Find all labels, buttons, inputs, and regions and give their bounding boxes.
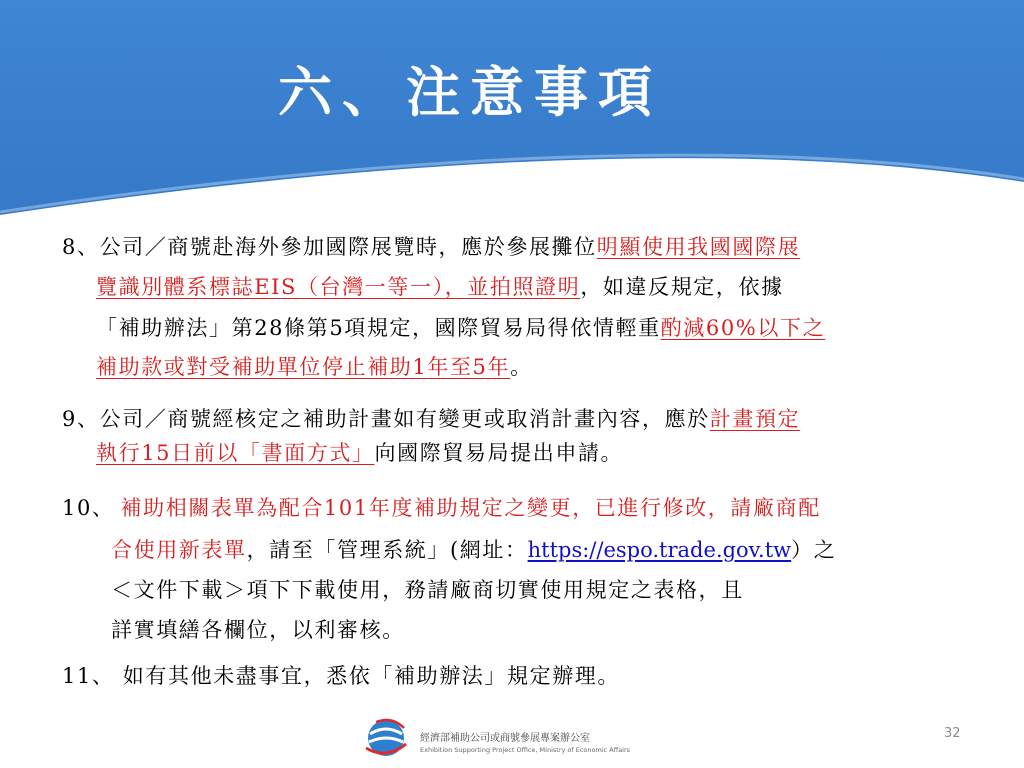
text-span: 10、 bbox=[62, 496, 115, 520]
text-span: 向國際貿易局提出申請。 bbox=[374, 441, 624, 465]
text-line bbox=[62, 405, 800, 433]
org-name-zh: 經濟部補助公司或商號參展專案辦公室 bbox=[420, 733, 590, 744]
text-span: 11、 如有其他未盡事宜，悉依「補助辦法」規定辦理。 bbox=[62, 664, 620, 688]
globe-logo-icon bbox=[362, 714, 410, 762]
text-line bbox=[62, 233, 800, 261]
slide-title: 六、注意事項 bbox=[278, 61, 662, 124]
text-span: ，請至「管理系統」(網址： bbox=[246, 538, 528, 562]
emphasis-text: 覽識別體系標誌EIS（台灣一等一），並拍照證明 bbox=[96, 275, 581, 299]
page-number: 32 bbox=[944, 726, 961, 741]
text-span: 8、公司／商號赴海外參加國際展覽時，應於參展攤位 bbox=[62, 235, 597, 259]
emphasis-text: 計畫預定 bbox=[709, 407, 801, 431]
org-name-en: Exhibition Supporting Project Office, Ministry of Economic Affairs bbox=[420, 746, 631, 754]
text-line bbox=[96, 314, 825, 342]
emphasis-text: 明顯使用我國國際展 bbox=[596, 235, 801, 259]
emphasis-text: 補助款或對受補助單位停止補助1年至5年 bbox=[96, 355, 511, 379]
text-span: 詳實填繕各欄位，以利審核。 bbox=[111, 618, 405, 642]
text-span: 。 bbox=[510, 355, 533, 379]
text-line bbox=[62, 662, 620, 690]
text-span: ）之 bbox=[791, 538, 837, 562]
text-line bbox=[111, 536, 836, 564]
text-line bbox=[96, 273, 784, 301]
emphasis-text: 酌減60%以下之 bbox=[660, 316, 826, 340]
text-span: ，如違反規定，依據 bbox=[580, 275, 784, 299]
website-link[interactable]: https://espo.trade.gov.tw bbox=[527, 538, 792, 562]
text-span: 「補助辦法」第28條第5項規定，國際貿易局得依情輕重 bbox=[96, 316, 661, 340]
text-line bbox=[111, 616, 405, 644]
emphasis-text: 補助相關表單為配合101年度補助規定之變更，已進行修改，請廠商配 bbox=[120, 496, 821, 520]
text-line bbox=[111, 576, 744, 604]
emphasis-text: 合使用新表單 bbox=[111, 538, 247, 562]
text-line bbox=[62, 494, 821, 522]
emphasis-text: 執行15日前以「書面方式」 bbox=[96, 441, 375, 465]
text-span: ＜文件下載＞項下下載使用，務請廠商切實使用規定之表格，且 bbox=[111, 578, 744, 602]
text-line bbox=[96, 353, 533, 381]
text-line bbox=[96, 439, 623, 467]
text-span: 9、公司／商號經核定之補助計畫如有變更或取消計畫內容，應於 bbox=[62, 407, 710, 431]
